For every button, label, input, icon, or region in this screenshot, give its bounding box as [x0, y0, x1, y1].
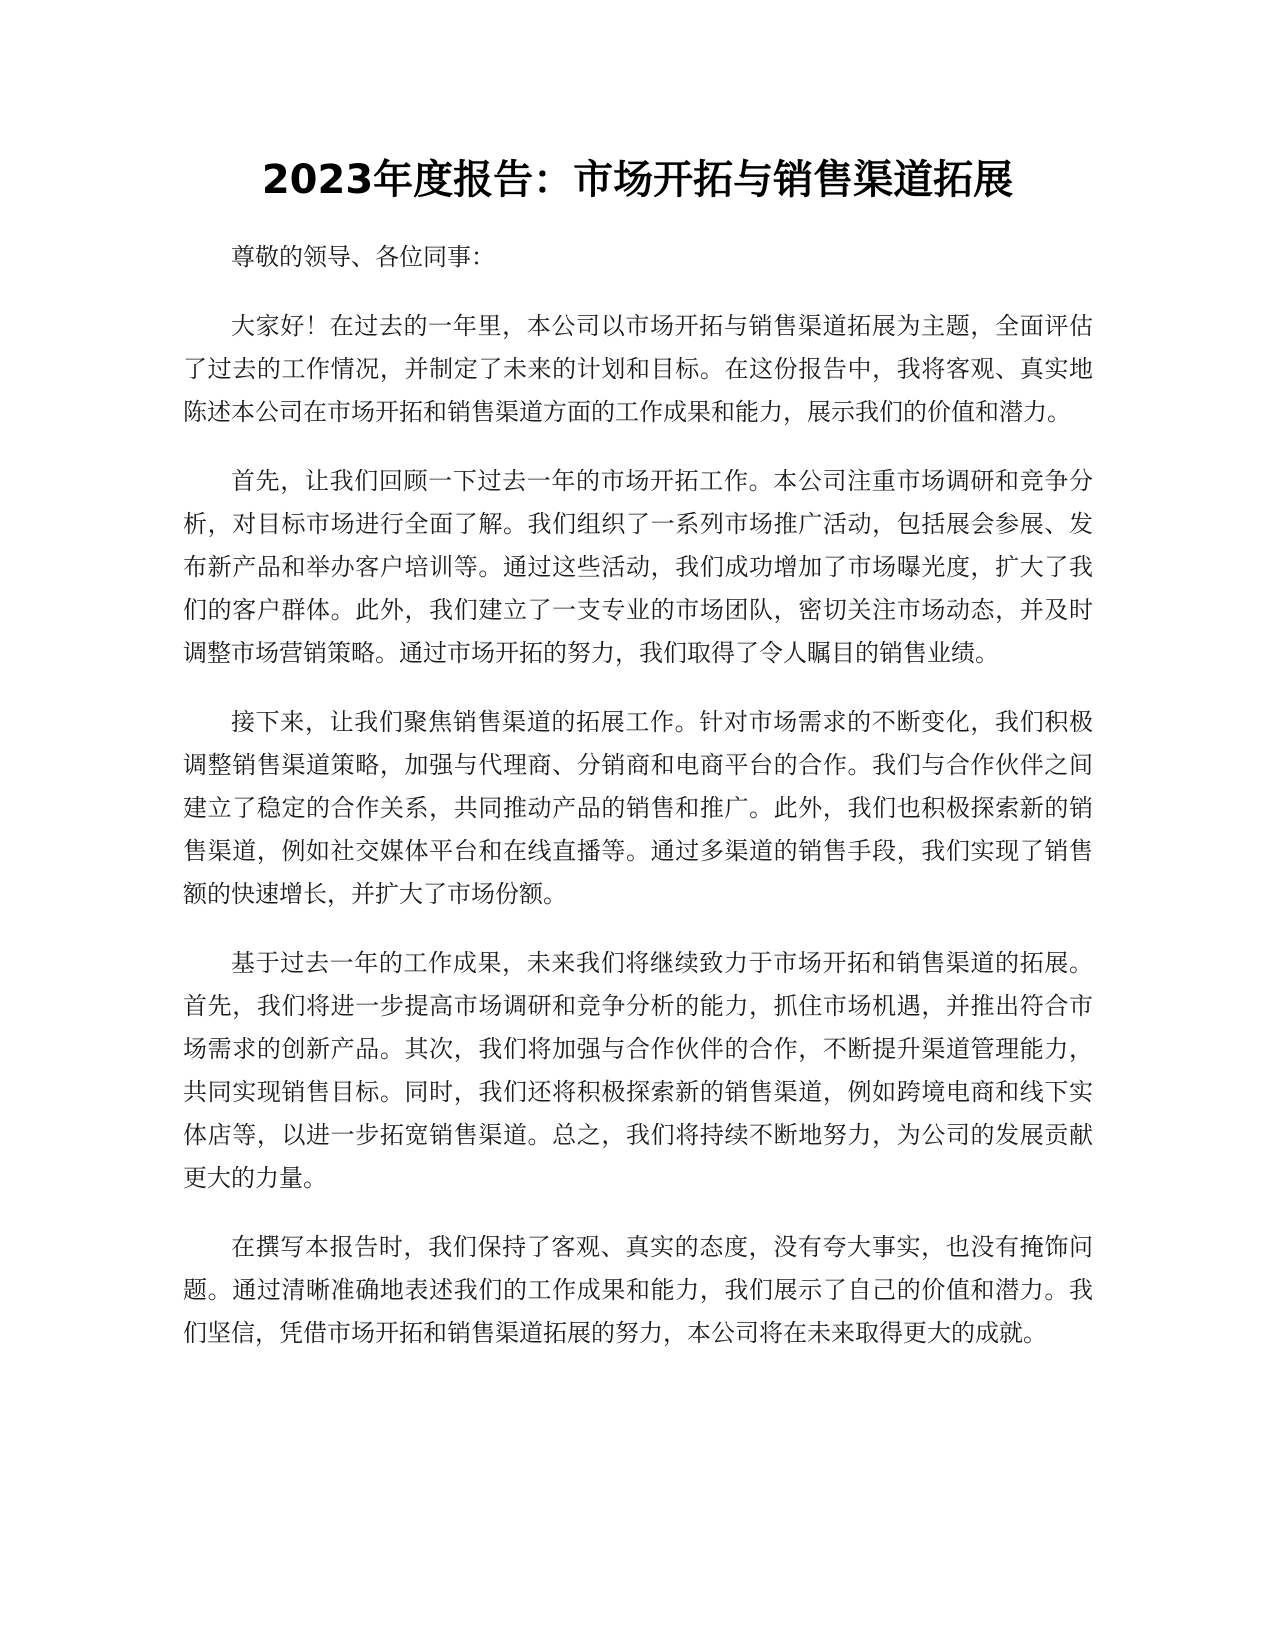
document-body: [183, 236, 1093, 1381]
paragraph-intro: 大家好！在过去的一年里，本公司以市场开拓与销售渠道拓展为主题，全面评估了过去的工作情况，并制定了未来的计划和目标。在这份报告中，我将客观、真实地陈述本公司在市场开拓和销售渠道方面的工作成果和能力，展示我们的价值和潜力。: [183, 312, 1093, 426]
document-title: 2023年度报告：市场开拓与销售渠道拓展: [261, 157, 1014, 203]
paragraph-conclusion: 在撰写本报告时，我们保持了客观、真实的态度，没有夸大事实，也没有掩饰问题。通过清晰准确地表述我们的工作成果和能力，我们展示了自己的价值和潜力。我们坚信，凭借市场开拓和销售渠道拓展的努力，本公司将在未来取得更大的成就。: [183, 1233, 1093, 1347]
paragraph-market-expansion: 首先，让我们回顾一下过去一年的市场开拓工作。本公司注重市场调研和竞争分析，对目标市场进行全面了解。我们组织了一系列市场推广活动，包括展会参展、发布新产品和举办客户培训等。通过这些活动，我们成功增加了市场曝光度，扩大了我们的客户群体。此外，我们建立了一支专业的市场团队，密切关注市场动态，并及时调整市场营销策略。通过市场开拓的努力，我们取得了令人瞩目的销售业绩。: [183, 467, 1093, 667]
paragraph-future-plans: 基于过去一年的工作成果，未来我们将继续致力于市场开拓和销售渠道的拓展。首先，我们将进一步提高市场调研和竞争分析的能力，抓住市场机遇，并推出符合市场需求的创新产品。其次，我们将加强与合作伙伴的合作，不断提升渠道管理能力，共同实现销售目标。同时，我们还将积极探索新的销售渠道，例如跨境电商和线下实体店等，以进一步拓宽销售渠道。总之，我们将持续不断地努力，为公司的发展贡献更大的力量。: [183, 949, 1093, 1192]
paragraph-salutation: 尊敬的领导、各位同事：: [231, 243, 495, 271]
paragraph-sales-channels: 接下来，让我们聚焦销售渠道的拓展工作。针对市场需求的不断变化，我们积极调整销售渠道策略，加强与代理商、分销商和电商平台的合作。我们与合作伙伴之间建立了稳定的合作关系，共同推动产品的销售和推广。此外，我们也积极探索新的销售渠道，例如社交媒体平台和在线直播等。通过多渠道的销售手段，我们实现了销售额的快速增长，并扩大了市场份额。: [183, 708, 1093, 908]
